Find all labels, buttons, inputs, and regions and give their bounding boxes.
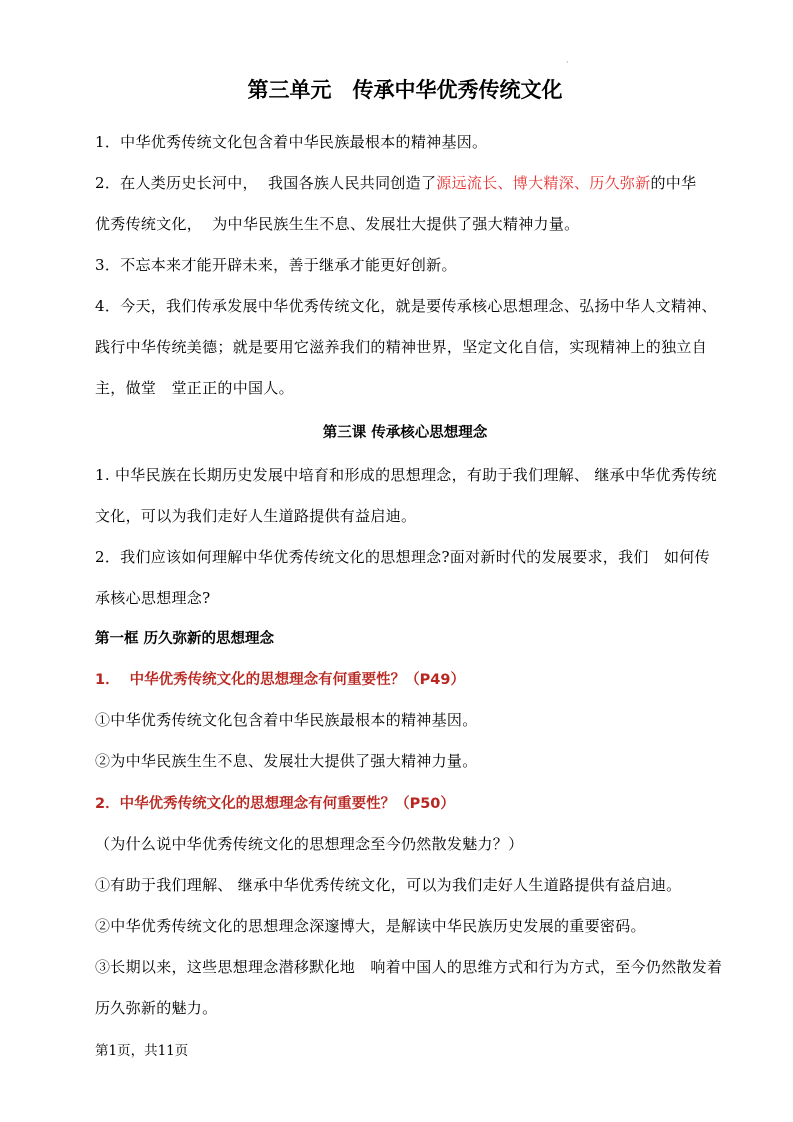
unit-point-1: 1．中华优秀传统文化包含着中华民族最根本的精神基因。 bbox=[95, 133, 488, 151]
unit-title: 第三单元 传承中华优秀传统文化 bbox=[247, 78, 563, 102]
unit-point-2-text: 2．在人类历史长河中， 我国各族人民共同创造了 bbox=[95, 174, 437, 192]
section-heading-1: 1． 中华优秀传统文化的思想理念有何重要性？（P49） bbox=[95, 672, 465, 688]
lesson-question-2: 2．我们应该如何理解中华优秀传统文化的思想理念?面对新时代的发展要求，我们 如何传承核心思想理念? bbox=[95, 548, 710, 607]
unit-point-2-tail: 的中华 bbox=[650, 174, 697, 192]
list-item: ③长期以来，这些思想理念潜移默化地 响着中国人的思维方式和行为方式，至今仍然散发着历久弥新的魅力。 bbox=[95, 958, 723, 1017]
unit-point-4: 4．今天，我们传承发展中华优秀传统文化，就是要传承核心思想理念、弘扬中华人文精神、践行中华传统美德；就是要用它滋养我们的精神世界，坚定文化自信，实现精神上的独立自主，做堂 堂正正的中国人。 bbox=[95, 297, 717, 397]
section-heading-2-note: （为什么说中华优秀传统文化的思想理念至今仍然散发魅力？） bbox=[95, 835, 524, 853]
list-item: ①有助于我们理解、 继承中华优秀传统文化，可以为我们走好人生道路提供有益启迪。 bbox=[95, 876, 682, 894]
list-item: ②中华优秀传统文化的思想理念深邃博大，是解读中华民族历史发展的重要密码。 bbox=[95, 917, 646, 935]
section-title: 第一框 历久弥新的思想理念 bbox=[95, 631, 275, 647]
list-item: ①中华优秀传统文化包含着中华民族最根本的精神基因。 bbox=[95, 711, 478, 729]
unit-point-2-line2: 优秀传统文化， 为中华民族生生不息、发展壮大提供了强大精神力量。 bbox=[95, 215, 580, 233]
list-item: ②为中华民族生生不息、发展壮大提供了强大精神力量。 bbox=[95, 752, 478, 770]
unit-point-3: 3．不忘本来才能开辟未来，善于继承才能更好创新。 bbox=[95, 256, 457, 274]
section-heading-2: 2．中华优秀传统文化的思想理念有何重要性？（P50） bbox=[95, 796, 455, 812]
page-footer: 第1页，共11页 bbox=[95, 1043, 189, 1059]
page-mark: · bbox=[566, 58, 569, 67]
lesson-title: 第三课 传承核心思想理念 bbox=[322, 425, 488, 441]
unit-point-2-highlight: 源远流长、博大精深、历久弥新 bbox=[436, 174, 651, 192]
unit-point-2 bbox=[95, 163, 725, 204]
lesson-question-1: 1. 中华民族在长期历史发展中培育和形成的思想理念，有助于我们理解、 继承中华优秀传统文化，可以为我们走好人生道路提供有益启迪。 bbox=[95, 466, 717, 525]
